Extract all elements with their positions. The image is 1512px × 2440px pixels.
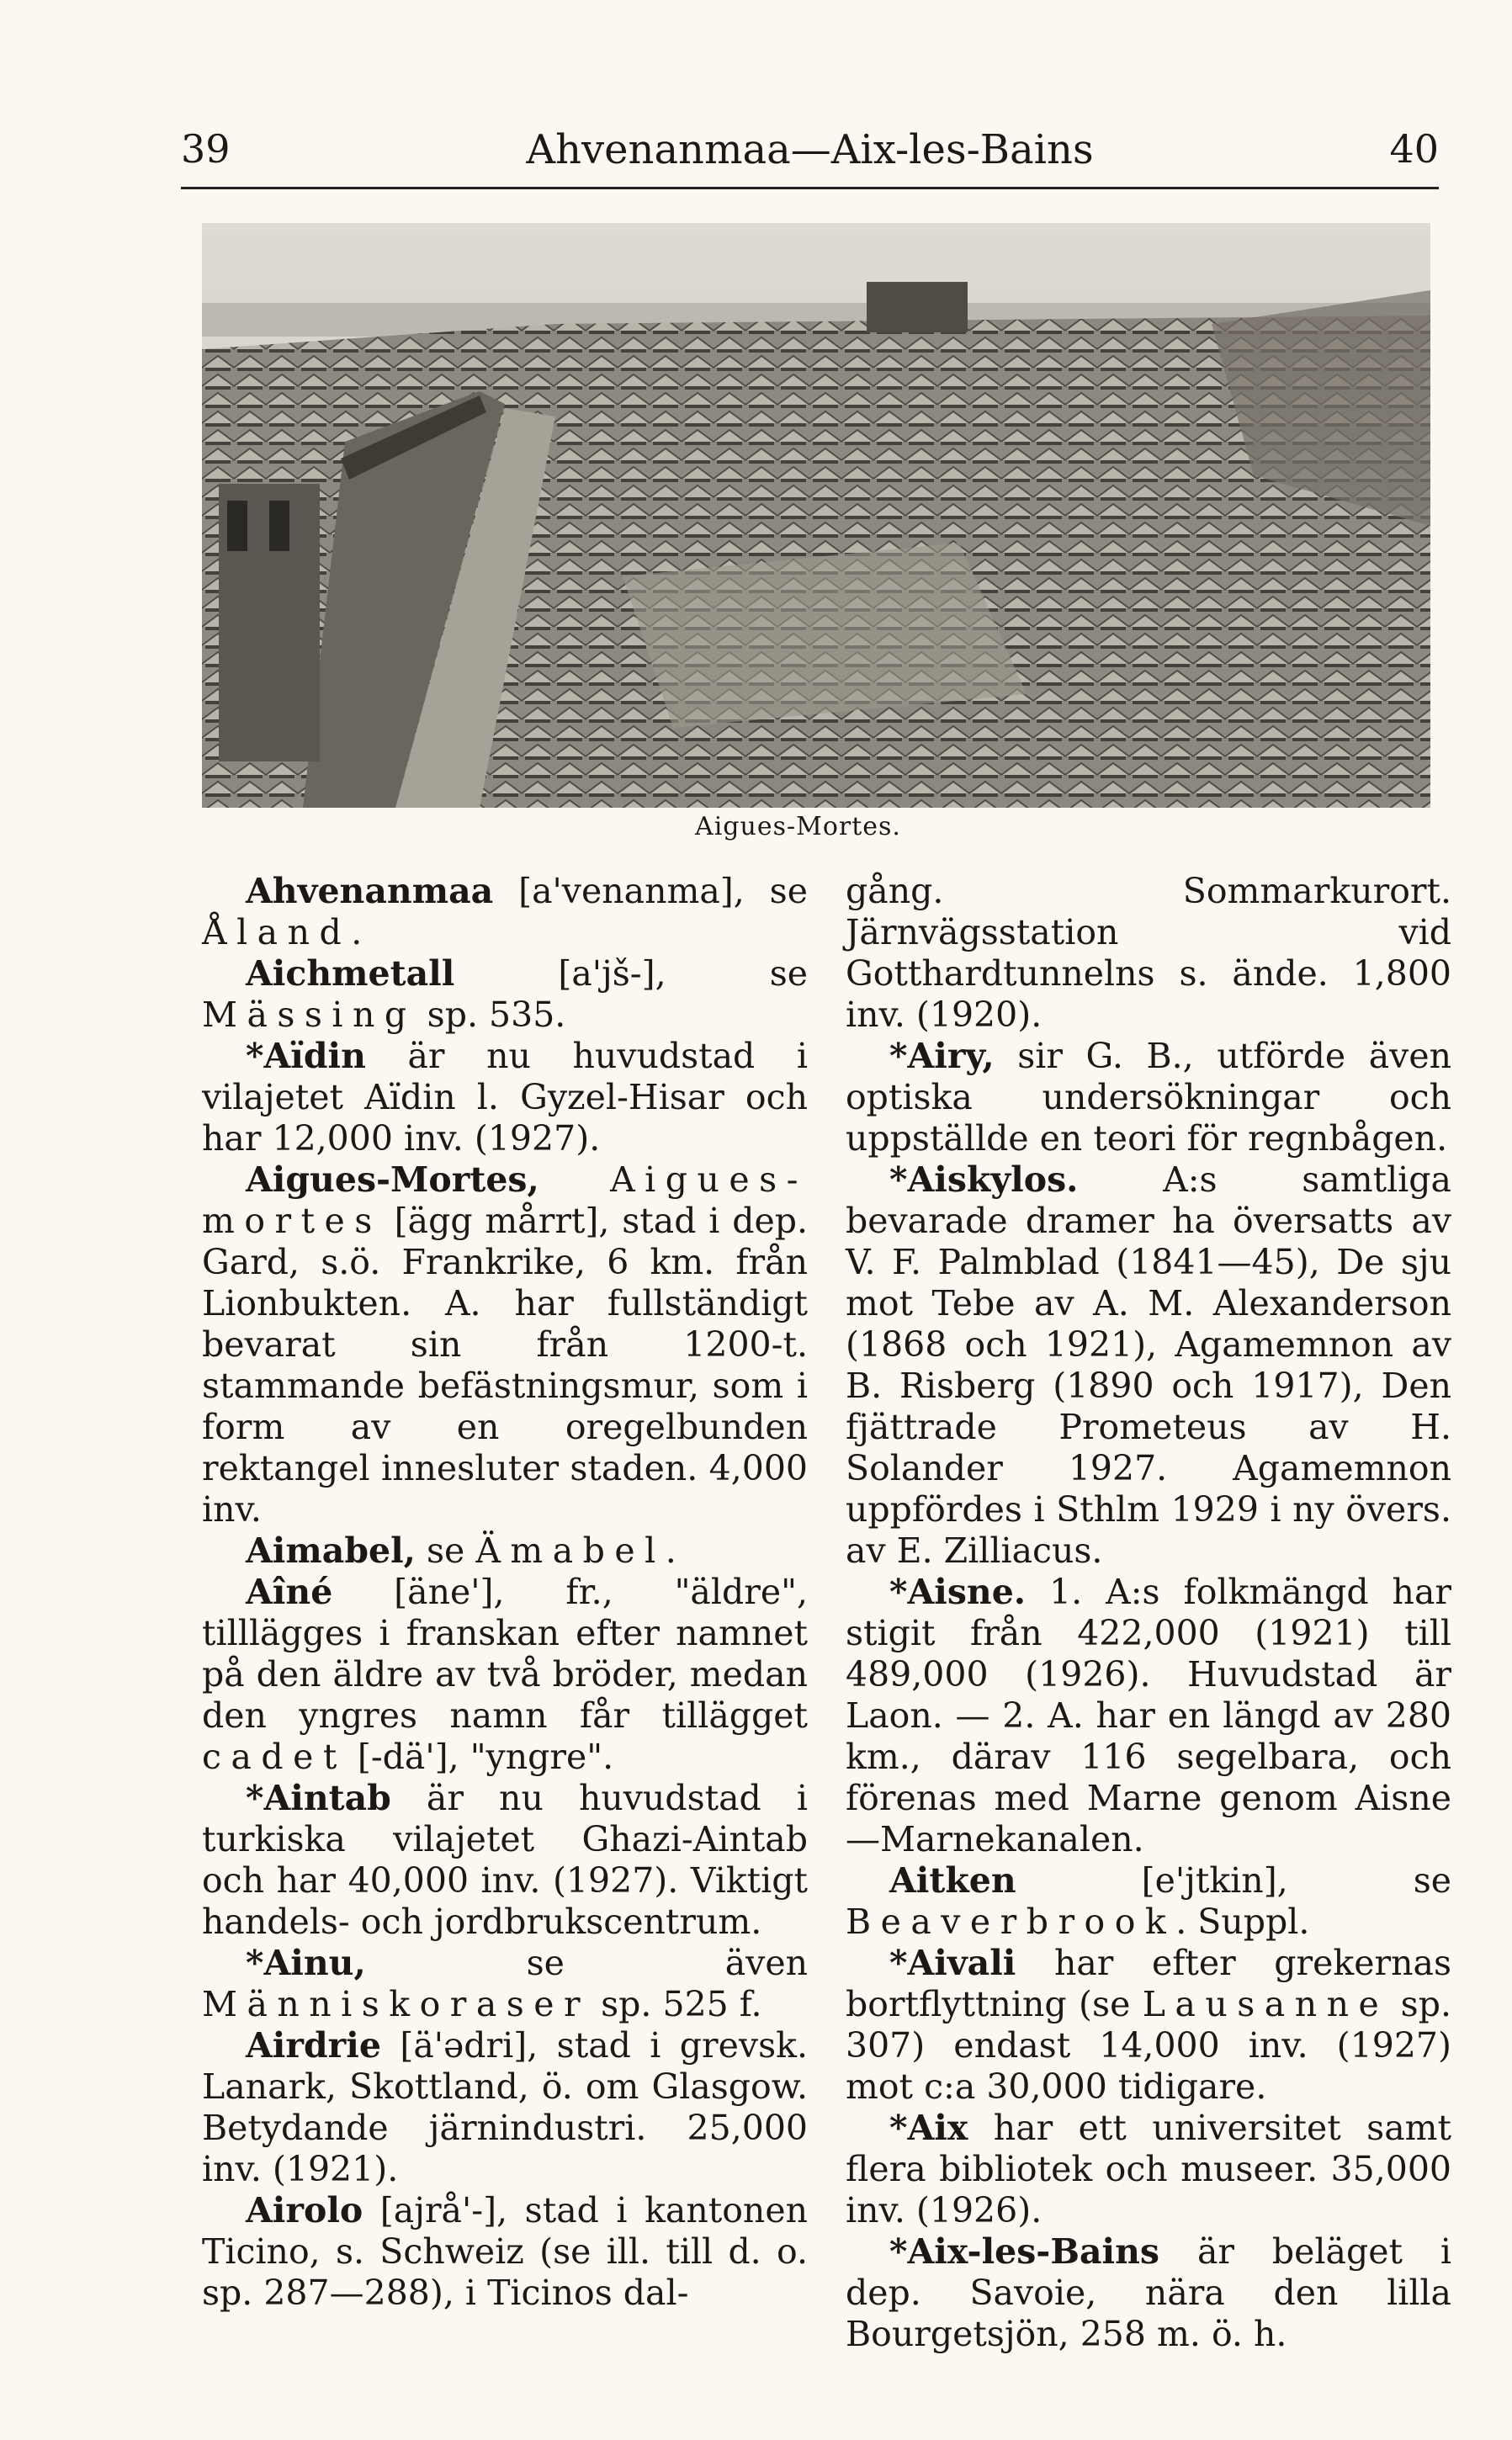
page-number-left: 39: [181, 126, 231, 172]
entry-aimabel: Aimabel, se Ämabel.: [246, 1530, 676, 1571]
cross-reference: Ämabel: [475, 1530, 666, 1571]
entry-airolo: Airolo [ajrå'-], stad i kantonen Ticino, s. Schweiz (se ill. till d. o. sp. 287—288), i Ticinos dal-: [202, 2190, 808, 2313]
cross-reference: Människoraser: [202, 1984, 591, 2024]
cross-reference: Aigues-mortes: [202, 1159, 808, 1241]
page-number-right: 40: [1389, 126, 1439, 172]
entry-aichmetall: Aichmetall [a'jš-], se Mässing sp. 535.: [202, 953, 808, 1035]
entry-aine: Aîné [äne'], fr., "äldre", tilllägges i franskan efter namnet på den äldre av två bröder, medan den yngres namn får tillägget cadet [-dä'], "yngre".: [202, 1572, 808, 1777]
aigues-mortes-photo: [202, 223, 1430, 808]
entry-aix: *Aix har ett universitet samt flera bibliotek och museer. 35,000 inv. (1926).: [846, 2108, 1451, 2230]
entry-airdrie: Airdrie [ä'ədri], stad i grevsk. Lanark, Skottland, ö. om Glasgow. Betydande järnindustri. 25,000 inv. (1921).: [202, 2025, 808, 2189]
photo-illustration: [202, 223, 1430, 808]
entry-ahvenanmaa: Ahvenanmaa [a'venanma], se Åland.: [202, 871, 808, 952]
figure-caption: Aigues-Mortes.: [695, 812, 901, 841]
page-header: [181, 126, 1439, 194]
running-head-title: Ahvenanmaa—Aix-les-Bains: [526, 126, 1094, 173]
entry-aisne: *Aisne. 1. A:s folkmängd har stigit från 422,000 (1921) till 489,000 (1926). Huvudstad är Laon. — 2. A. har en längd av 280 km., därav 116 segelbara, och förenas med Marne genom Aisne —Marnekanalen.: [846, 1572, 1451, 1859]
entry-aidin: *Aïdin är nu huvudstad i vilajetet Aïdin l. Gyzel-Hisar och har 12,000 inv. (1927).: [202, 1036, 808, 1159]
cross-reference: Lausanne: [1142, 1984, 1389, 2024]
entry-aix-les-bains: *Aix-les-Bains är beläget i dep. Savoie, nära den lilla Bourgetsjön, 258 m. ö. h.: [846, 2231, 1451, 2354]
entry-ainu: *Ainu, se även Människoraser sp. 525 f.: [202, 1943, 808, 2024]
entry-aivali: *Aivali har efter grekernas bortflyttning (se Lausanne sp. 307) endast 14,000 inv. (1927) mot c:a 30,000 tidigare.: [846, 1943, 1451, 2107]
entry-airolo-continued: gång. Sommarkurort. Järnvägsstation vid Gotthardtunnelns s. ände. 1,800 inv. (1920).: [846, 871, 1451, 1035]
cross-reference: Beaverbrook: [846, 1902, 1176, 1942]
entry-aigues-mortes: Aigues-Mortes, Aigues-mortes [ägg mårrt], stad i dep. Gard, s.ö. Frankrike, 6 km. från Lionbukten. A. har fullständigt bevarat sin från 1200-t. stammande befästningsmur, som i form av en oregelbunden rektangel innesluter staden. 4,000 inv.: [202, 1159, 808, 1530]
header-rule: [181, 187, 1439, 189]
cross-reference: cadet: [202, 1737, 347, 1777]
right-column: [846, 871, 1451, 2355]
cross-reference: Åland: [202, 912, 352, 952]
cross-reference: Mässing: [202, 995, 416, 1035]
entry-aintab: *Aintab är nu huvudstad i turkiska vilajetet Ghazi-Aintab och har 40,000 inv. (1927). Viktigt handels- och jordbrukscentrum.: [202, 1778, 808, 1942]
entry-aitken: Aitken [e'jtkin], se Beaverbrook. Suppl.: [846, 1860, 1451, 1942]
entry-airy: *Airy, sir G. B., utförde även optiska undersökningar och uppställde en teori för regnbågen.: [846, 1036, 1451, 1159]
left-column: [202, 871, 808, 2314]
entry-aiskylos: *Aiskylos. A:s samtliga bevarade dramer ha översatts av V. F. Palmblad (1841—45), De sju mot Tebe av A. M. Alexanderson (1868 och 1921), Agamemnon av B. Risberg (1890 och 1917), Den fjättrade Prometeus av H. Solander 1927. Agamemnon uppfördes i Sthlm 1929 i ny övers. av E. Zilliacus.: [846, 1159, 1451, 1571]
